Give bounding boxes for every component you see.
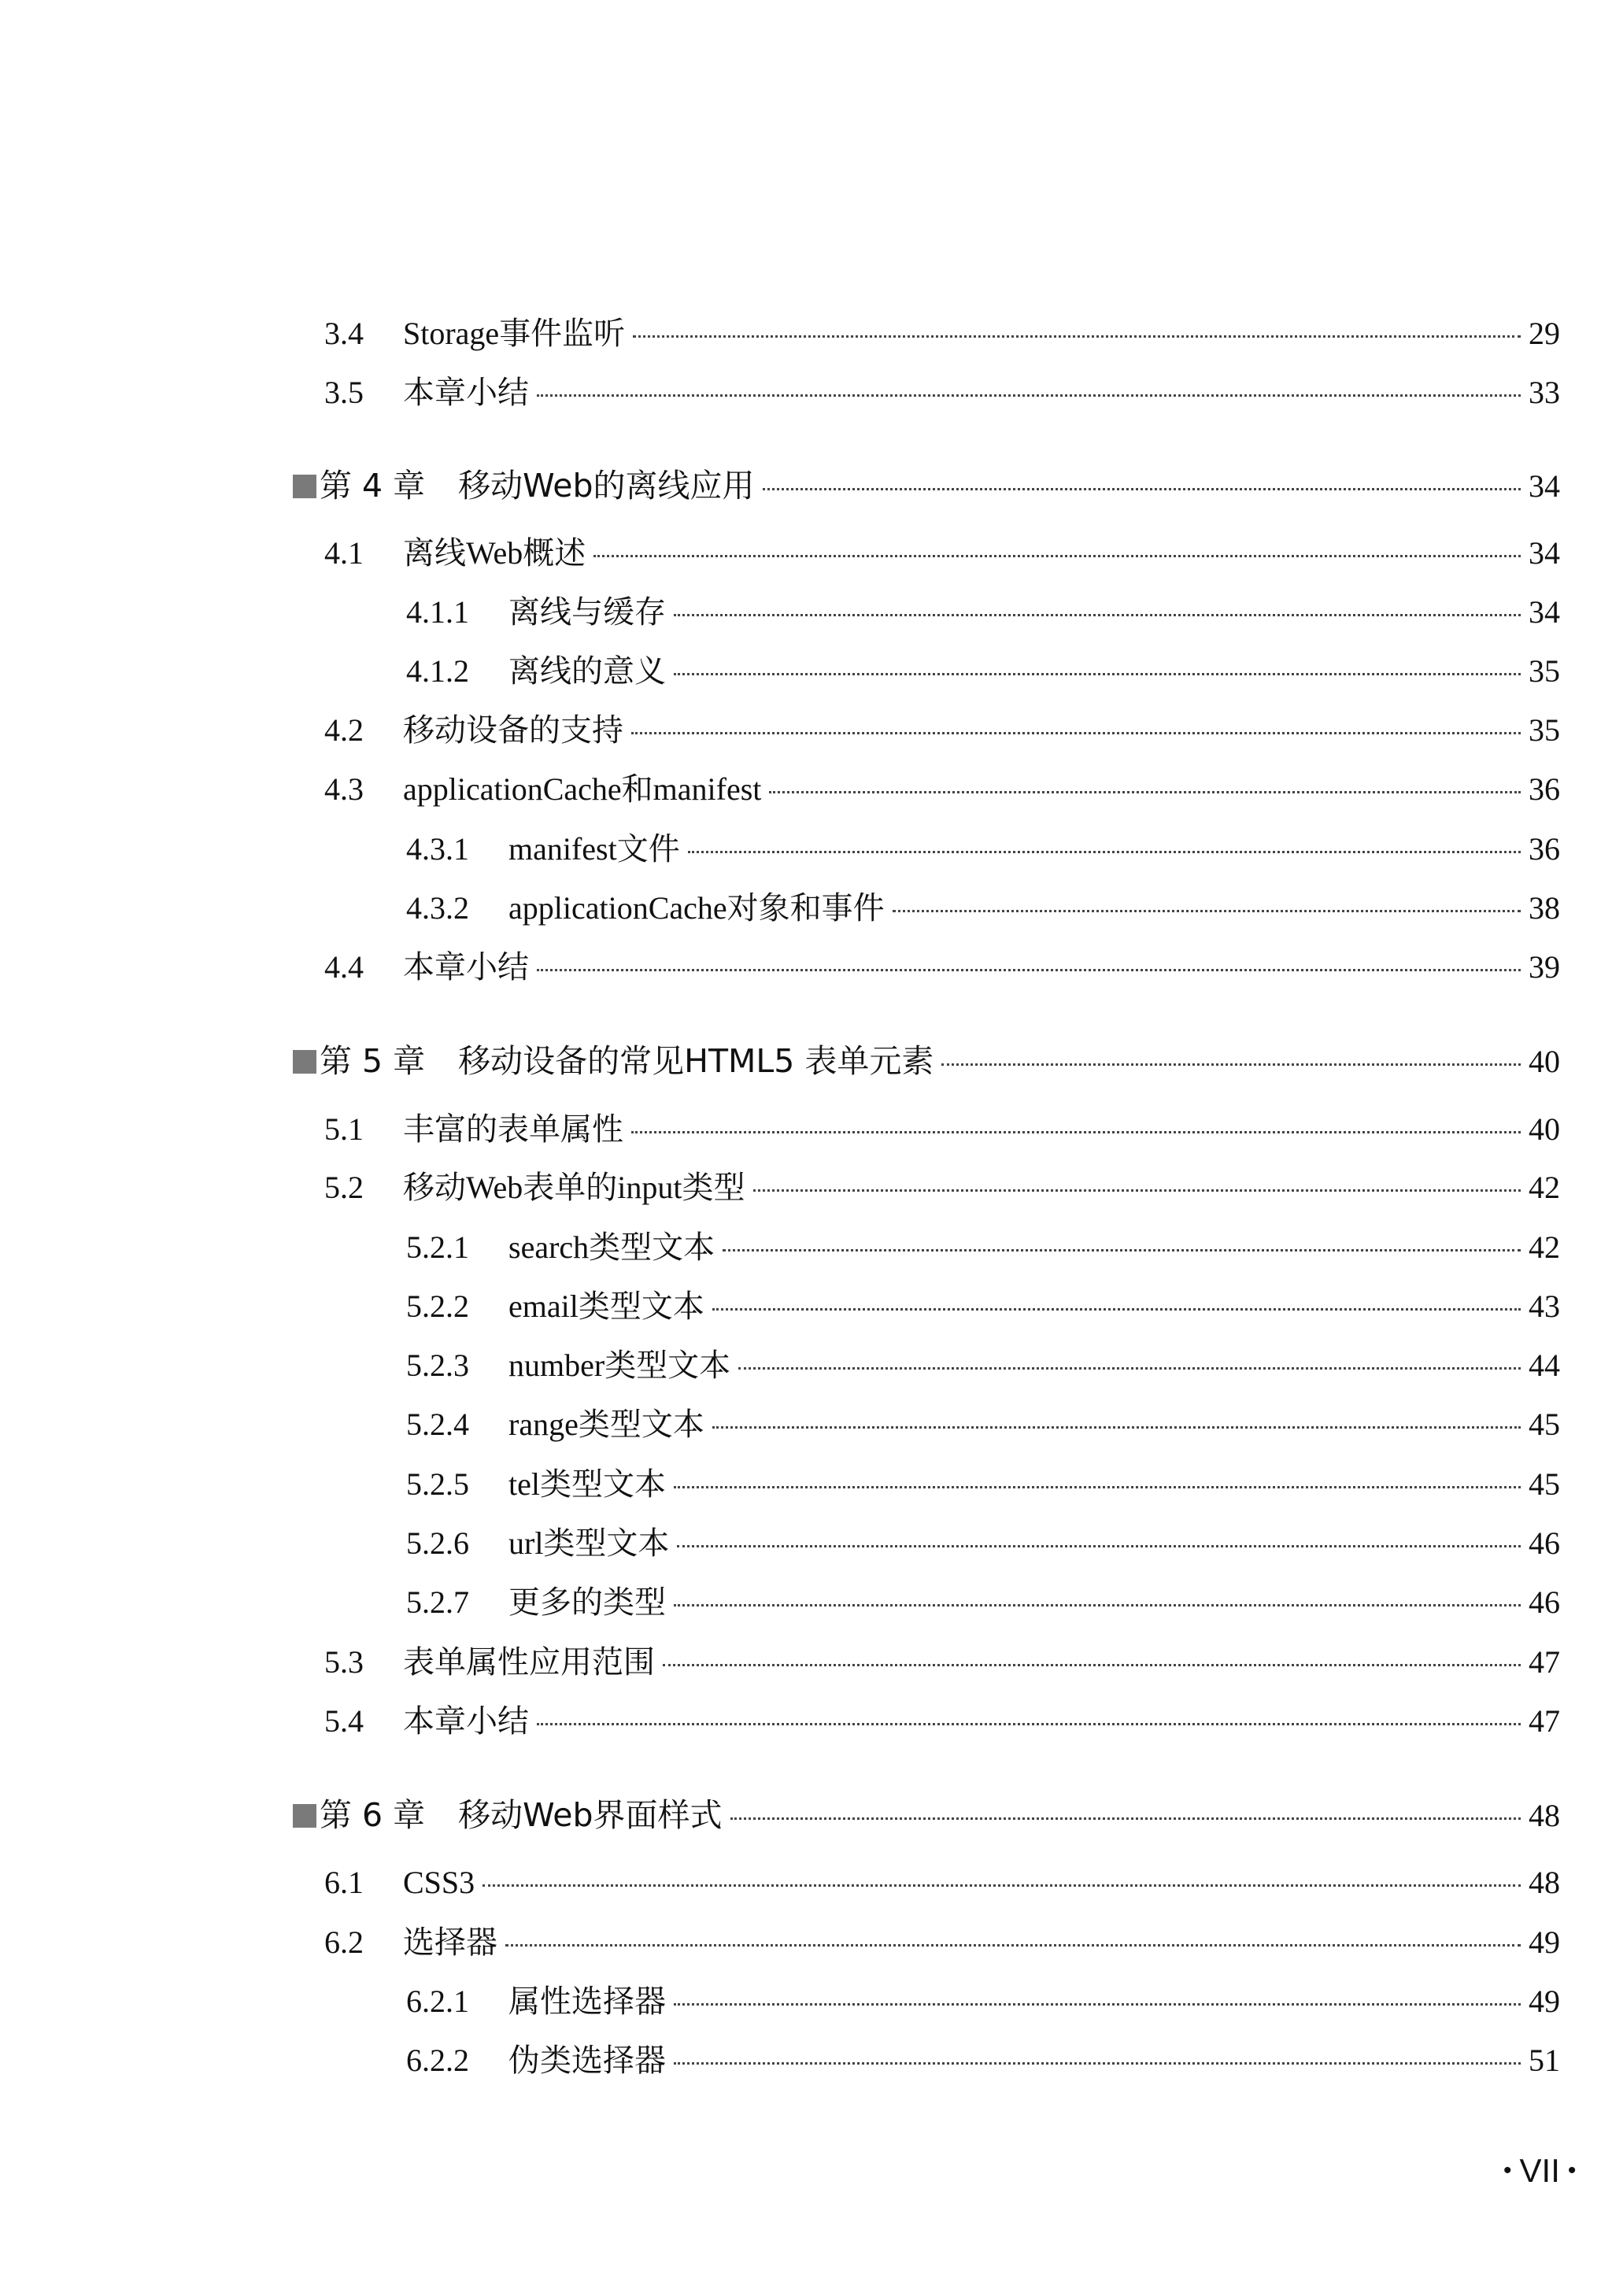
toc-entry-number: 4.2 bbox=[324, 712, 364, 748]
toc-entry-title: 本章小结 bbox=[403, 1703, 529, 1739]
toc-entry-number: 4.1.1 bbox=[406, 594, 469, 630]
toc-entry-title: 更多的类型 bbox=[508, 1584, 666, 1620]
toc-entry-page-number: 48 bbox=[1529, 1865, 1560, 1900]
toc-entry-page-number: 40 bbox=[1529, 1111, 1560, 1147]
page-folio bbox=[1496, 2147, 1590, 2194]
toc-section-entry bbox=[324, 310, 1560, 357]
toc-entry-number: 4.3 bbox=[324, 771, 364, 807]
dot-leader bbox=[674, 2062, 1521, 2065]
toc-entry-title: 移动Web表单的input类型 bbox=[403, 1170, 745, 1205]
toc-entry-title: 丰富的表单属性 bbox=[403, 1111, 623, 1147]
toc-entry-number: 5.1 bbox=[324, 1111, 364, 1147]
toc-entry-number: 5.4 bbox=[324, 1703, 364, 1739]
toc-subsection-entry bbox=[406, 1224, 1560, 1271]
toc-entry-page-number: 43 bbox=[1529, 1288, 1560, 1324]
dot-leader bbox=[482, 1884, 1521, 1887]
dot-leader bbox=[674, 2003, 1521, 2006]
toc-entry-number: 6.2.1 bbox=[406, 1984, 469, 2019]
toc-entry-page-number: 34 bbox=[1529, 594, 1560, 630]
dot-leader bbox=[674, 673, 1521, 675]
toc-entry-title: 选择器 bbox=[403, 1924, 497, 1960]
toc-section-entry bbox=[324, 944, 1560, 991]
toc-entry-page-number: 39 bbox=[1529, 949, 1560, 985]
toc-entry-title: 表单属性应用范围 bbox=[403, 1644, 655, 1680]
toc-entry-title: 离线的意义 bbox=[508, 653, 666, 689]
toc-entry-number: 5.2.5 bbox=[406, 1466, 469, 1502]
toc-section-entry bbox=[324, 369, 1560, 416]
toc-entry-title: email类型文本 bbox=[508, 1288, 704, 1324]
toc-section-entry bbox=[324, 1919, 1560, 1966]
toc-subsection-entry bbox=[406, 1342, 1560, 1389]
toc-entry-page-number: 38 bbox=[1529, 890, 1560, 926]
toc-entry-number: 5.2.7 bbox=[406, 1584, 469, 1620]
toc-entry-number: 4.3.2 bbox=[406, 890, 469, 926]
dot-leader bbox=[738, 1367, 1521, 1370]
folio-number: VII bbox=[1519, 2152, 1560, 2189]
toc-entry-page-number: 34 bbox=[1529, 535, 1560, 571]
toc-entry-title: search类型文本 bbox=[508, 1229, 715, 1265]
chapter-square-marker-icon bbox=[293, 1804, 316, 1828]
dot-leader bbox=[688, 851, 1521, 853]
chapter-square-marker-icon bbox=[293, 475, 316, 498]
toc-entry-page-number: 48 bbox=[1529, 1798, 1560, 1833]
toc-entry-title: 移动Web的离线应用 bbox=[458, 467, 755, 505]
toc-entry-title: 移动设备的常见HTML5 表单元素 bbox=[458, 1042, 934, 1080]
dot-leader bbox=[893, 910, 1521, 912]
toc-entry-number: 6.2.2 bbox=[406, 2043, 469, 2078]
toc-section-entry bbox=[324, 1106, 1560, 1153]
toc-entry-title: 属性选择器 bbox=[508, 1984, 666, 2019]
toc-entry-number: 第 6 章 bbox=[320, 1796, 426, 1834]
toc-entry-number: 第 4 章 bbox=[320, 467, 426, 505]
toc-entry-title: range类型文本 bbox=[508, 1407, 704, 1442]
toc-entry-page-number: 29 bbox=[1529, 316, 1560, 351]
toc-entry-page-number: 47 bbox=[1529, 1644, 1560, 1680]
toc-subsection-entry bbox=[406, 1978, 1560, 2025]
toc-entry-number: 4.1.2 bbox=[406, 653, 469, 689]
toc-subsection-entry bbox=[406, 648, 1560, 695]
toc-entry-title: 移动设备的支持 bbox=[403, 712, 623, 748]
dot-leader bbox=[712, 1308, 1521, 1311]
toc-entry-title: 本章小结 bbox=[403, 375, 529, 410]
toc-entry-page-number: 46 bbox=[1529, 1584, 1560, 1620]
folio-bullet-left: • bbox=[1503, 2157, 1512, 2183]
toc-entry-number: 6.1 bbox=[324, 1865, 364, 1900]
dot-leader bbox=[537, 394, 1521, 397]
dot-leader bbox=[674, 1604, 1521, 1606]
toc-entry-number: 5.2.1 bbox=[406, 1229, 469, 1265]
dot-leader bbox=[674, 1486, 1521, 1488]
dot-leader bbox=[593, 555, 1521, 557]
toc-subsection-entry bbox=[406, 1520, 1560, 1567]
toc-entry-title: 移动Web界面样式 bbox=[458, 1796, 723, 1834]
toc-entry-title: 伪类选择器 bbox=[508, 2043, 666, 2078]
toc-entry-page-number: 42 bbox=[1529, 1170, 1560, 1205]
toc-subsection-entry bbox=[406, 1461, 1560, 1508]
toc-subsection-entry bbox=[406, 826, 1560, 873]
toc-entry-number: 4.4 bbox=[324, 949, 364, 985]
toc-entry-title: CSS3 bbox=[403, 1865, 475, 1900]
toc-entry-page-number: 45 bbox=[1529, 1407, 1560, 1442]
dot-leader bbox=[753, 1189, 1521, 1192]
dot-leader bbox=[730, 1817, 1521, 1820]
toc-entry-page-number: 40 bbox=[1529, 1044, 1560, 1079]
folio-bullet-right: • bbox=[1567, 2157, 1577, 2183]
toc-entry-page-number: 44 bbox=[1529, 1348, 1560, 1383]
toc-entry-page-number: 34 bbox=[1529, 468, 1560, 504]
toc-entry-number: 5.2.2 bbox=[406, 1288, 469, 1324]
dot-leader bbox=[663, 1664, 1521, 1666]
toc-entry-page-number: 49 bbox=[1529, 1984, 1560, 2019]
toc-entry-number: 5.2.6 bbox=[406, 1525, 469, 1561]
dot-leader bbox=[505, 1944, 1521, 1947]
toc-entry-title: Storage事件监听 bbox=[403, 316, 626, 351]
toc-entry-number: 5.2 bbox=[324, 1170, 364, 1205]
toc-entry-title: url类型文本 bbox=[508, 1525, 670, 1561]
toc-entry-page-number: 36 bbox=[1529, 831, 1560, 867]
toc-entry-page-number: 47 bbox=[1529, 1703, 1560, 1739]
toc-entry-page-number: 46 bbox=[1529, 1525, 1560, 1561]
toc-entry-page-number: 42 bbox=[1529, 1229, 1560, 1265]
dot-leader bbox=[723, 1249, 1521, 1252]
toc-chapter-entry bbox=[293, 1037, 1560, 1085]
toc-entry-title: number类型文本 bbox=[508, 1348, 731, 1383]
toc-entry-title: manifest文件 bbox=[508, 831, 680, 867]
dot-leader bbox=[633, 335, 1521, 338]
toc-entry-number: 6.2 bbox=[324, 1924, 364, 1960]
toc-subsection-entry bbox=[406, 1401, 1560, 1448]
dot-leader bbox=[631, 1131, 1521, 1133]
toc-entry-page-number: 33 bbox=[1529, 375, 1560, 410]
toc-section-entry bbox=[324, 766, 1560, 813]
toc-subsection-entry bbox=[406, 1579, 1560, 1626]
dot-leader bbox=[537, 1723, 1521, 1725]
toc-section-entry bbox=[324, 530, 1560, 577]
toc-entry-title: applicationCache对象和事件 bbox=[508, 890, 885, 926]
toc-section-entry bbox=[324, 1859, 1560, 1906]
toc-subsection-entry bbox=[406, 1283, 1560, 1330]
dot-leader bbox=[674, 614, 1521, 616]
dot-leader bbox=[537, 969, 1521, 971]
toc-entry-number: 3.5 bbox=[324, 375, 364, 410]
toc-entry-number: 4.3.1 bbox=[406, 831, 469, 867]
dot-leader bbox=[763, 488, 1521, 490]
dot-leader bbox=[631, 732, 1521, 734]
toc-entry-title: 离线Web概述 bbox=[403, 535, 586, 571]
toc-entry-number: 第 5 章 bbox=[320, 1042, 426, 1080]
toc-section-entry bbox=[324, 1639, 1560, 1686]
toc-subsection-entry bbox=[406, 885, 1560, 932]
toc-entry-number: 5.2.3 bbox=[406, 1348, 469, 1383]
toc-section-entry bbox=[324, 1164, 1560, 1211]
toc-section-entry bbox=[324, 1698, 1560, 1745]
toc-entry-number: 5.3 bbox=[324, 1644, 364, 1680]
toc-entry-title: tel类型文本 bbox=[508, 1466, 666, 1502]
toc-entry-number: 5.2.4 bbox=[406, 1407, 469, 1442]
dot-leader bbox=[677, 1545, 1521, 1547]
toc-subsection-entry bbox=[406, 589, 1560, 636]
toc-entry-title: applicationCache和manifest bbox=[403, 771, 762, 807]
toc-entry-page-number: 51 bbox=[1529, 2043, 1560, 2078]
toc-entry-page-number: 36 bbox=[1529, 771, 1560, 807]
toc-entry-title: 本章小结 bbox=[403, 949, 529, 985]
toc-entry-page-number: 45 bbox=[1529, 1466, 1560, 1502]
toc-entry-page-number: 35 bbox=[1529, 653, 1560, 689]
toc-entry-number: 4.1 bbox=[324, 535, 364, 571]
toc-entry-title: 离线与缓存 bbox=[508, 594, 666, 630]
toc-chapter-entry bbox=[293, 462, 1560, 509]
dot-leader bbox=[769, 791, 1521, 793]
chapter-square-marker-icon bbox=[293, 1050, 316, 1074]
toc-section-entry bbox=[324, 707, 1560, 754]
dot-leader bbox=[712, 1426, 1521, 1429]
toc-entry-number: 3.4 bbox=[324, 316, 364, 351]
dot-leader bbox=[941, 1063, 1521, 1066]
toc-subsection-entry bbox=[406, 2037, 1560, 2084]
toc-chapter-entry bbox=[293, 1791, 1560, 1839]
toc-entry-page-number: 35 bbox=[1529, 712, 1560, 748]
toc-entry-page-number: 49 bbox=[1529, 1924, 1560, 1960]
